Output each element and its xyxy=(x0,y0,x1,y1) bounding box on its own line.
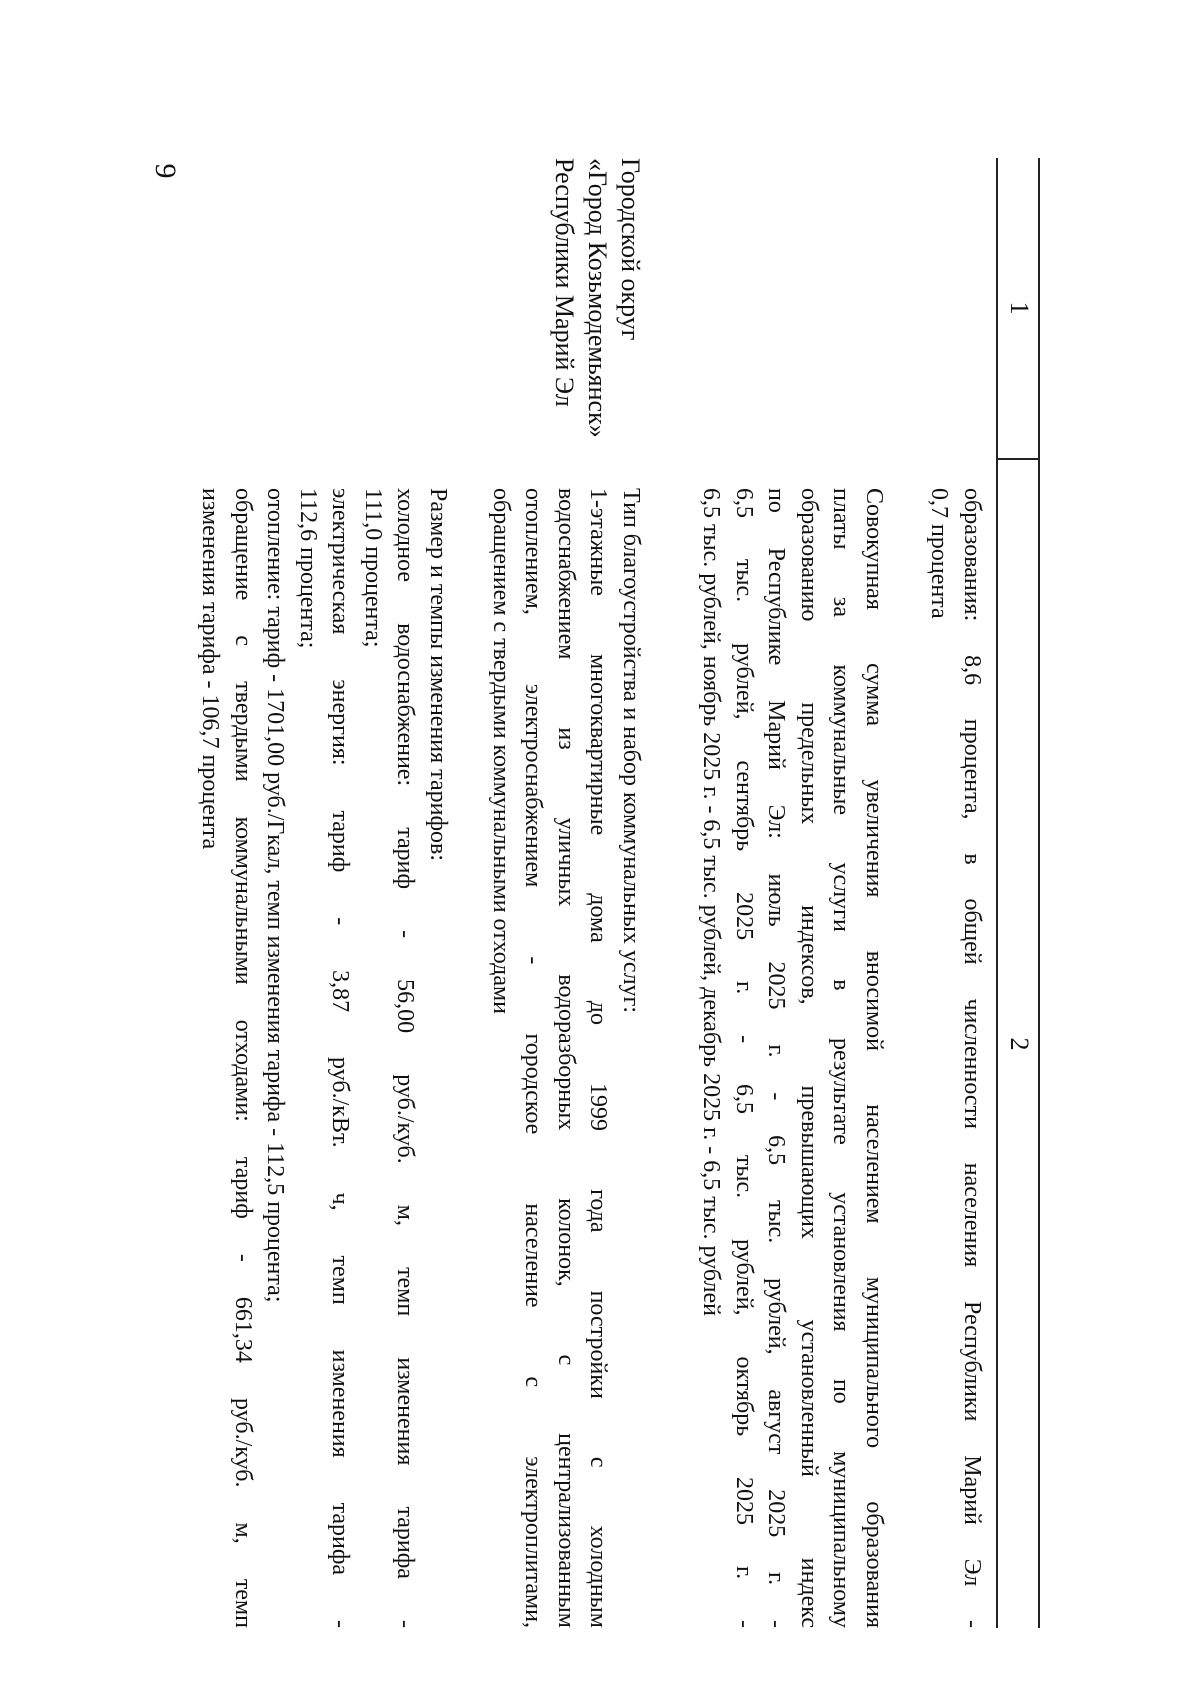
text-line: Совокупная сумма увеличения вносимой населением муниципального образования xyxy=(861,488,887,1628)
text-line: образования: 8,6 процента, в общей численности населения Республики Марий Эл - xyxy=(959,488,985,1628)
column-header-1: 1 xyxy=(1005,301,1034,315)
text-line: по Республике Марий Эл: июль 2025 г. - 6,5 тыс. рублей, август 2025 г. - xyxy=(763,488,790,1628)
text-line: обращением с твердыми коммунальными отходами xyxy=(488,488,514,1015)
text-line: 0,7 процента xyxy=(926,488,953,619)
text-line: Тип благоустройства и набор коммунальных услуг: xyxy=(618,488,644,1014)
text-line: Республики Марий Эл xyxy=(550,158,579,407)
text-line: платы за коммунальные услуги в результате установления по муниципальному xyxy=(828,488,855,1628)
text-line: обращение с твердыми коммунальными отходами: тариф - 661,34 руб./куб. м, темп xyxy=(230,488,256,1628)
row1-col2-text xyxy=(923,488,988,1628)
column-header-2: 2 xyxy=(1005,1037,1034,1051)
text-line: образованию предельных индексов, превышающих установленный индекс xyxy=(796,488,822,1628)
text-line: 112,6 процента; xyxy=(295,488,321,649)
row4-col2-text xyxy=(194,488,454,1628)
text-line: отопление: тариф - 1701,00 руб./Гкал, темп изменения тарифа - 112,5 процента; xyxy=(262,488,289,1303)
text-line: холодное водоснабжение: тариф - 56,00 руб./куб. м, темп изменения тарифа - xyxy=(392,488,419,1628)
text-line: электрическая энергия: тариф - 3,87 руб./кВт. ч, темп изменения тарифа - xyxy=(327,488,354,1628)
rotated-table-sheet xyxy=(197,158,1040,1628)
text-line: Городской округ xyxy=(616,158,645,341)
text-line: 1-этажные многоквартирные дома до 1999 года постройки с холодным xyxy=(585,488,612,1628)
table-top-rule xyxy=(1038,158,1040,1628)
text-line: изменения тарифа - 106,7 процента xyxy=(197,488,224,850)
text-line: 111,0 процента; xyxy=(360,488,386,648)
row2-col2-text xyxy=(695,488,890,1628)
page-number: 9 xyxy=(149,163,182,179)
text-line: отоплением, электроснабжением - городское население с электроплитами, xyxy=(520,488,547,1628)
text-line: Размер и темпы изменения тарифов: xyxy=(425,488,451,861)
row3-col2-text xyxy=(485,488,648,1628)
text-line: водоснабжением из уличных водоразборных колонок, с централизованным xyxy=(553,488,579,1628)
municipality-name xyxy=(548,158,647,453)
text-line: «Город Козьмодемьянск» xyxy=(583,158,612,438)
text-line: 6,5 тыс. рублей, ноябрь 2025 г. - 6,5 тыс. рублей, декабрь 2025 г. - 6,5 тыс. рублей xyxy=(698,488,725,1316)
text-line: 6,5 тыс. рублей, сентябрь 2025 г. - 6,5 тыс. рублей, октябрь 2025 г. - xyxy=(731,488,757,1628)
